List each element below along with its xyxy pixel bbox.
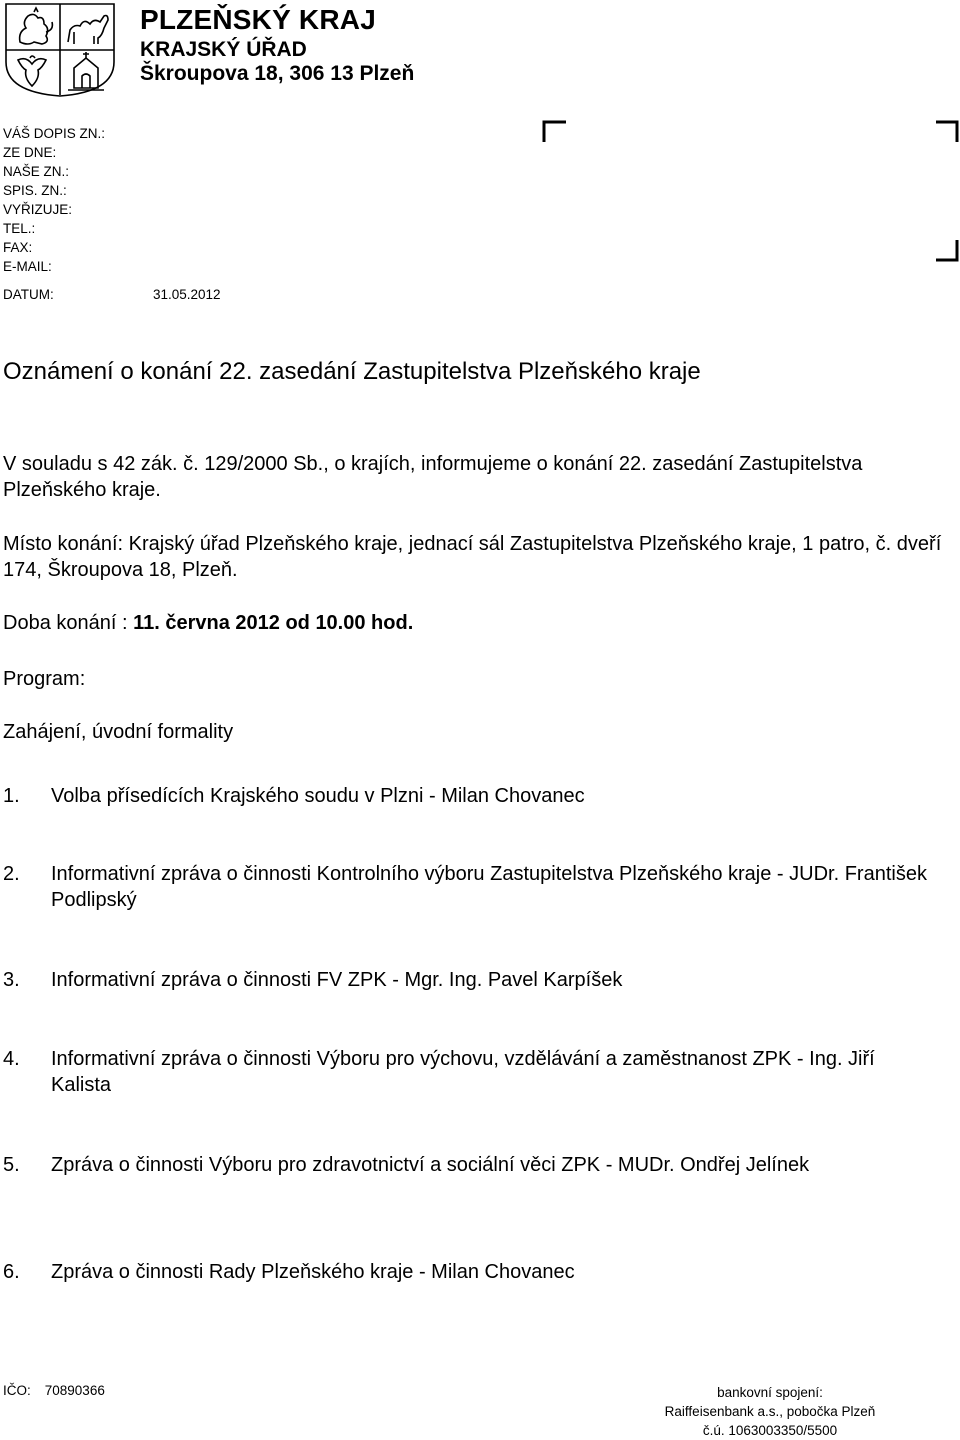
date-value: 31.05.2012 [153, 287, 221, 302]
agenda-item-text: Informativní zpráva o činnosti FV ZPK - Mgr. Ing. Pavel Karpíšek [51, 969, 623, 991]
office-name: KRAJSKÝ ÚŘAD [140, 38, 307, 61]
agenda-item-number: 6. [3, 1261, 20, 1283]
agenda-item-number: 1. [3, 785, 20, 807]
agenda-item-text: Informativní zpráva o činnosti Výboru pro výchovu, vzdělávání a zaměstnanost ZPK - Ing. Jiří Kalista [51, 1048, 875, 1096]
footer-bank [620, 1383, 920, 1440]
date-line [3, 287, 221, 302]
agenda-item-number: 2. [3, 863, 20, 885]
region-name: PLZEŇSKÝ KRAJ [140, 4, 376, 35]
coat-of-arms-icon [4, 2, 116, 98]
document-title: Oznámení o konání 22. zasedání Zastupitelstva Plzeňského kraje [3, 358, 701, 385]
field-label-date-of: ZE DNE: [3, 145, 57, 160]
field-label-handled-by: VYŘIZUJE: [3, 202, 73, 217]
field-label-your-letter: VÁŠ DOPIS ZN.: [3, 126, 106, 141]
field-label-tel: TEL.: [3, 221, 36, 236]
office-address: Škroupova 18, 306 13 Plzeň [140, 62, 415, 85]
intro-paragraph: V souladu s 42 zák. č. 129/2000 Sb., o krajích, informujeme o konání 22. zasedání Zastupitelstva Plzeňského kraje. [3, 453, 863, 501]
bank-name: Raiffeisenbank a.s., pobočka Plzeň [664, 1404, 876, 1419]
place-paragraph [3, 531, 943, 583]
footer-ico [3, 1383, 105, 1398]
time-label: Doba konání : [3, 612, 134, 634]
agenda-item-text: Informativní zpráva o činnosti Kontrolního výboru Zastupitelstva Plzeňského kraje - JUDr. František Podlipský [51, 863, 927, 911]
place-label: Místo konání [3, 533, 118, 555]
field-label-file-ref: SPIS. ZN.: [3, 183, 67, 198]
time-paragraph [3, 610, 943, 636]
opening-item: Zahájení, úvodní formality [3, 721, 234, 743]
field-label-fax: FAX: [3, 240, 33, 255]
date-label: DATUM: [3, 287, 54, 302]
place-text: : Krajský úřad Plzeňského kraje, jednací sál Zastupitelstva Plzeňského kraje, 1 patro, č. dveří 174, Škroupova 18, Plzeň. [3, 533, 942, 581]
bank-account: č.ú. 1063003350/5500 [702, 1423, 838, 1438]
address-corner-marks [538, 118, 960, 266]
field-label-our-ref: NAŠE ZN.: [3, 164, 70, 179]
agenda-item-text: Volba přísedících Krajského soudu v Plzni - Milan Chovanec [51, 785, 585, 807]
ico-value: 70890366 [44, 1383, 105, 1398]
agenda-item-number: 3. [3, 969, 20, 991]
reference-fields [3, 124, 105, 276]
agenda-item-text: Zpráva o činnosti Výboru pro zdravotnictví a sociální věci ZPK - MUDr. Ondřej Jelínek [51, 1154, 810, 1176]
program-label: Program: [3, 668, 86, 690]
field-label-email: E-MAIL: [3, 259, 52, 274]
agenda-item-text: Zpráva o činnosti Rady Plzeňského kraje - Milan Chovanec [51, 1261, 575, 1283]
agenda-item-number: 4. [3, 1048, 20, 1070]
ico-label: IČO: [3, 1383, 31, 1398]
agenda-item-number: 5. [3, 1154, 20, 1176]
bank-label: bankovní spojení: [717, 1385, 823, 1400]
time-value: 11. června 2012 od 10.00 hod. [133, 612, 414, 634]
